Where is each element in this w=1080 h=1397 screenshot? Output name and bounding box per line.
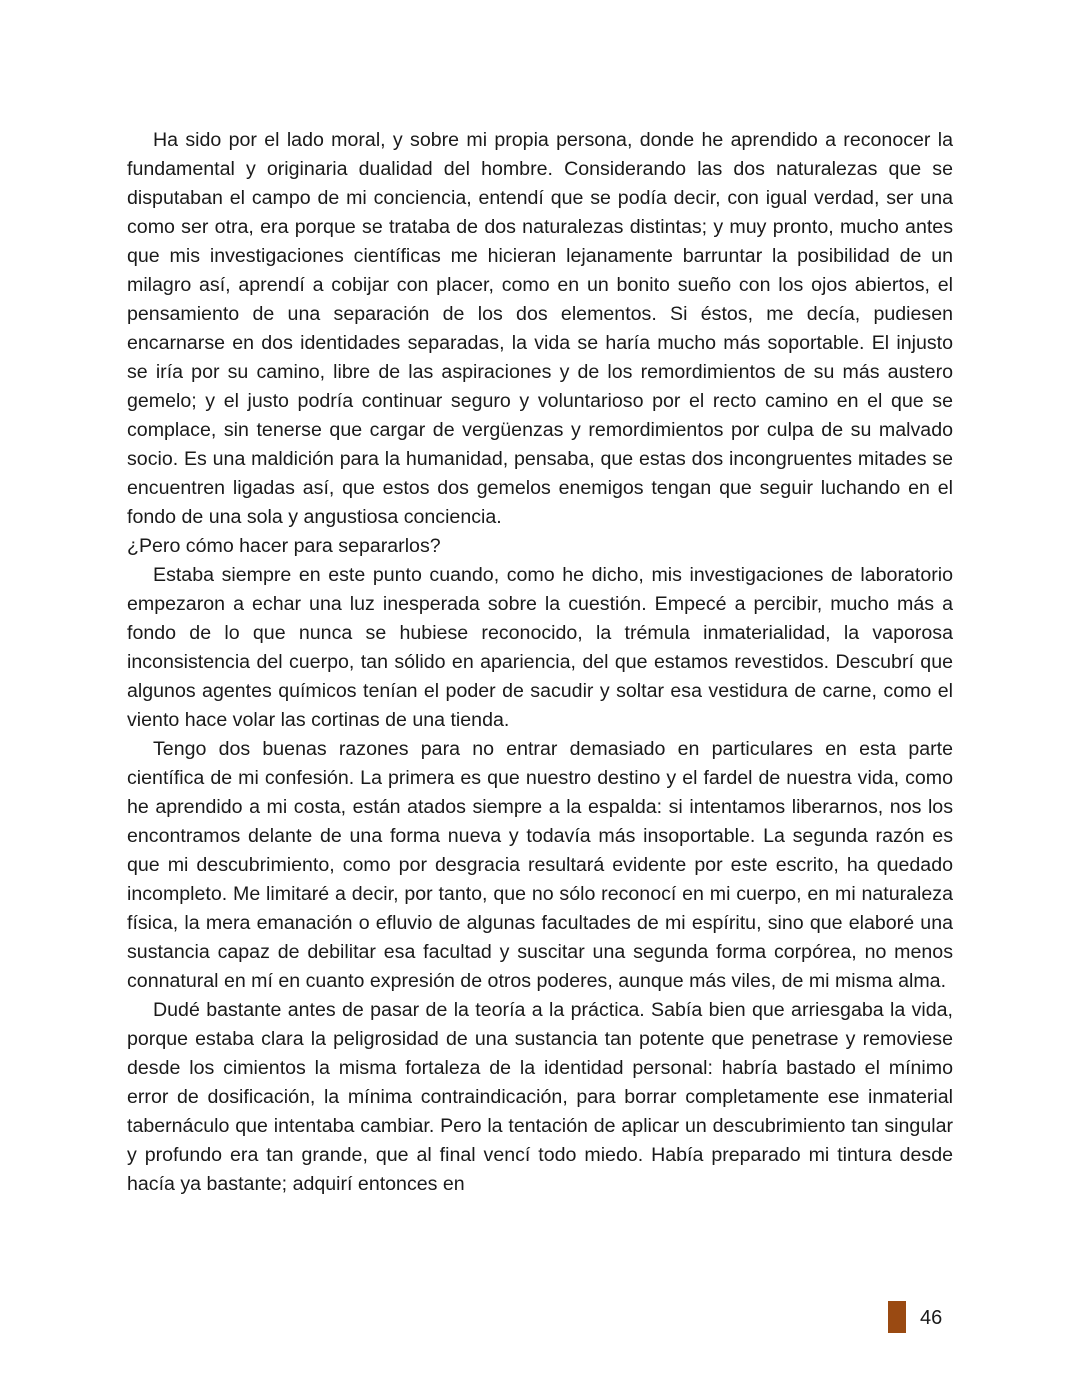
paragraph: Ha sido por el lado moral, y sobre mi propia persona, donde he aprendido a reconocer la fundamental y originaria dualidad del hombre. Considerando las dos naturalezas que se disputaban el campo de mi conciencia, entendí que se podía decir, con igual verdad, ser una como ser otra, era porque se trataba de dos naturalezas distintas; y muy pronto, mucho antes que mis investigaciones científicas me hicieran lejanamente barruntar la posibilidad de un milagro así, aprendí a cobijar con placer, como en un bonito sueño con los ojos abiertos, el pensamiento de una separación de los dos elementos. Si éstos, me decía, pudiesen encarnarse en dos identidades separadas, la vida se haría mucho más soportable. El injusto se iría por su camino, libre de las aspiraciones y de los remordimientos de su más austero gemelo; y el justo podría continuar seguro y voluntarioso por el recto camino en el que se complace, sin tenerse que cargar de vergüenzas y remordimientos por culpa de su malvado socio. Es una maldición para la humanidad, pensaba, que estas dos incongruentes mitades se encuentren ligadas así, que estos dos gemelos enemigos tengan que seguir luchando en el fondo de una sola y angustiosa conciencia.	[127, 129, 953, 528]
paragraph: ¿Pero cómo hacer para separarlos?	[127, 535, 441, 557]
page-body	[127, 126, 953, 1199]
page-marker-bar	[888, 1301, 906, 1333]
page-number: 46	[920, 1307, 943, 1329]
paragraph: Dudé bastante antes de pasar de la teoría a la práctica. Sabía bien que arriesgaba la vida, porque estaba clara la peligrosidad de una sustancia tan potente que penetrase y removiese desde los cimientos la misma fortaleza de la identidad personal: habría bastado el mínimo error de dosificación, la mínima contraindicación, para borrar completamente ese inmaterial tabernáculo que intentaba cambiar. Pero la tentación de aplicar un descubrimiento tan singular y profundo era tan grande, que al final vencí todo miedo. Había preparado mi tintura desde hacía ya bastante; adquirí entonces en	[127, 999, 953, 1195]
paragraph: Estaba siempre en este punto cuando, como he dicho, mis investigaciones de laboratorio empezaron a echar una luz inesperada sobre la cuestión. Empecé a percibir, mucho más a fondo de lo que nunca se hubiese reconocido, la trémula inmaterialidad, la vaporosa inconsistencia del cuerpo, tan sólido en apariencia, del que estamos revestidos. Descubrí que algunos agentes químicos tenían el poder de sacudir y soltar esa vestidura de carne, como el viento hace volar las cortinas de una tienda.	[127, 564, 953, 731]
paragraph: Tengo dos buenas razones para no entrar demasiado en particulares en esta parte científica de mi confesión. La primera es que nuestro destino y el fardel de nuestra vida, como he aprendido a mi costa, están atados siempre a la espalda: si intentamos liberarnos, nos los encontramos delante de una forma nueva y todavía más insoportable. La segunda razón es que mi descubrimiento, como por desgracia resultará evidente por este escrito, ha quedado incompleto. Me limitaré a decir, por tanto, que no sólo reconocí en mi cuerpo, en mi naturaleza física, la mera emanación o efluvio de algunas facultades de mi espíritu, sino que elaboré una sustancia capaz de debilitar esa facultad y suscitar una segunda forma corpórea, no menos connatural en mí en cuanto expresión de otros poderes, aunque más viles, de mi misma alma.	[127, 738, 953, 992]
